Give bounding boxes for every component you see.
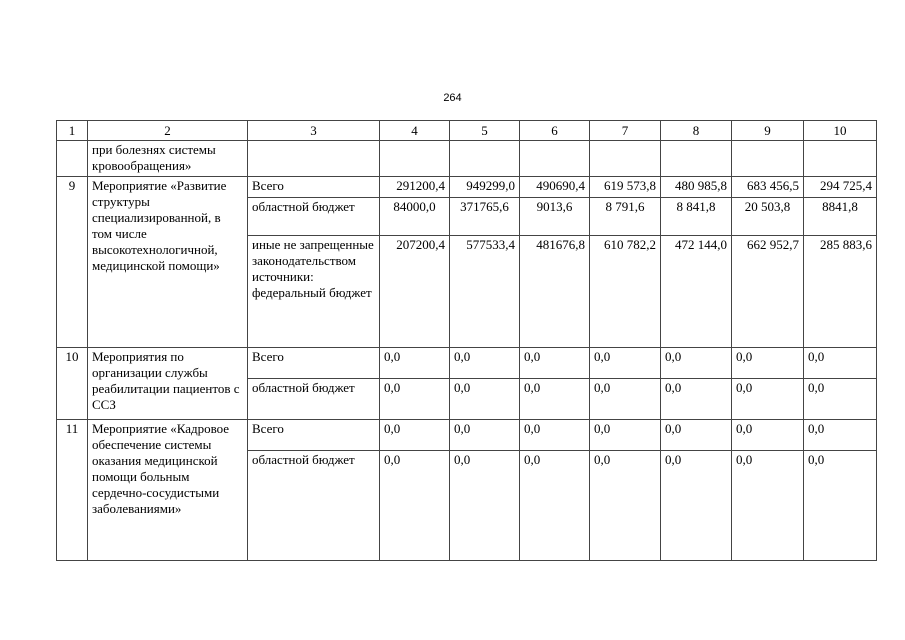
header-cell: 4: [380, 121, 450, 141]
cell-value: 0,0: [804, 348, 877, 379]
header-cell: 5: [450, 121, 520, 141]
cell-source: областной бюджет: [248, 451, 380, 561]
cell-value: 472 144,0: [661, 236, 732, 348]
page-number: 264: [443, 92, 462, 104]
cell-value: 0,0: [450, 348, 520, 379]
cell-source: областной бюджет: [248, 198, 380, 236]
header-cell: 6: [520, 121, 590, 141]
cell-value: 0,0: [661, 379, 732, 420]
cell-value: 0,0: [590, 451, 661, 561]
cell-measure-name: Мероприятия по организации службы реабилитации пациентов с ССЗ: [88, 348, 248, 420]
table-row: [57, 420, 877, 451]
cell-value: 0,0: [380, 348, 450, 379]
cell-value: 0,0: [380, 379, 450, 420]
cell-value: 683 456,5: [732, 177, 804, 198]
cell-value: 490690,4: [520, 177, 590, 198]
cell-empty: [520, 141, 590, 177]
cell-value: 0,0: [590, 348, 661, 379]
header-cell: 3: [248, 121, 380, 141]
cell-measure-name: Мероприятие «Развитие структуры специализированной, в том числе высокотехнологичной, медицинской помощи»: [88, 177, 248, 348]
table-row-continuation: [57, 141, 877, 177]
cell-value: 9013,6: [520, 198, 590, 236]
cell-value: 207200,4: [380, 236, 450, 348]
cell-value: 8 841,8: [661, 198, 732, 236]
cell-value: 0,0: [590, 420, 661, 451]
cell-measure-name: Мероприятие «Кадровое обеспечение системы оказания медицинской помощи больным сердечно-сосудистыми заболеваниями»: [88, 420, 248, 561]
cell-value: 20 503,8: [732, 198, 804, 236]
cell-source: иные не запрещенные законодательством источники: федеральный бюджет: [248, 236, 380, 348]
cell-value: 0,0: [804, 420, 877, 451]
table-header-row: [57, 121, 877, 141]
cell-value: 0,0: [520, 348, 590, 379]
cell-value: 0,0: [732, 420, 804, 451]
cell-value: 0,0: [732, 379, 804, 420]
cell-value: 0,0: [450, 451, 520, 561]
header-cell: 7: [590, 121, 661, 141]
cell-value: 8 791,6: [590, 198, 661, 236]
budget-table: [56, 120, 877, 561]
header-cell: 9: [732, 121, 804, 141]
cell-value: 0,0: [661, 420, 732, 451]
cell-source: Всего: [248, 420, 380, 451]
header-cell: 1: [57, 121, 88, 141]
header-cell: 10: [804, 121, 877, 141]
cell-empty: [804, 141, 877, 177]
cell-value: 0,0: [520, 420, 590, 451]
cell-value: 0,0: [804, 451, 877, 561]
cell-value: 8841,8: [804, 198, 877, 236]
header-cell: 8: [661, 121, 732, 141]
cell-value: 0,0: [450, 420, 520, 451]
table-row: [57, 348, 877, 379]
cell-source: Всего: [248, 348, 380, 379]
cell-row-number: 10: [57, 348, 88, 420]
cell-value: 0,0: [661, 348, 732, 379]
cell-value: 949299,0: [450, 177, 520, 198]
cell-value: 662 952,7: [732, 236, 804, 348]
cell-value: 577533,4: [450, 236, 520, 348]
cell-value: 371765,6: [450, 198, 520, 236]
cell-value: 0,0: [520, 379, 590, 420]
cell-source: областной бюджет: [248, 379, 380, 420]
cell-empty: [590, 141, 661, 177]
cell-value: 0,0: [590, 379, 661, 420]
cell-empty: [380, 141, 450, 177]
cell-value: 610 782,2: [590, 236, 661, 348]
cell-empty: [732, 141, 804, 177]
cell-value: 480 985,8: [661, 177, 732, 198]
cell-value: 481676,8: [520, 236, 590, 348]
cell-value: 0,0: [380, 451, 450, 561]
cell-value: 619 573,8: [590, 177, 661, 198]
cell-value: 294 725,4: [804, 177, 877, 198]
cell-value: 0,0: [804, 379, 877, 420]
cell-row-number: 9: [57, 177, 88, 348]
cell-measure-name: при болезнях системы кровообращения»: [88, 141, 248, 177]
cell-row-number: 11: [57, 420, 88, 561]
cell-value: 291200,4: [380, 177, 450, 198]
table-row: [57, 177, 877, 198]
cell-value: 0,0: [661, 451, 732, 561]
cell-value: 0,0: [520, 451, 590, 561]
cell-value: 0,0: [732, 348, 804, 379]
cell-value: 285 883,6: [804, 236, 877, 348]
cell-value: 0,0: [732, 451, 804, 561]
cell-source: Всего: [248, 177, 380, 198]
cell-value: 84000,0: [380, 198, 450, 236]
cell-empty: [661, 141, 732, 177]
header-cell: 2: [88, 121, 248, 141]
cell-value: 0,0: [450, 379, 520, 420]
cell-value: 0,0: [380, 420, 450, 451]
cell-empty: [57, 141, 88, 177]
cell-empty: [248, 141, 380, 177]
cell-empty: [450, 141, 520, 177]
